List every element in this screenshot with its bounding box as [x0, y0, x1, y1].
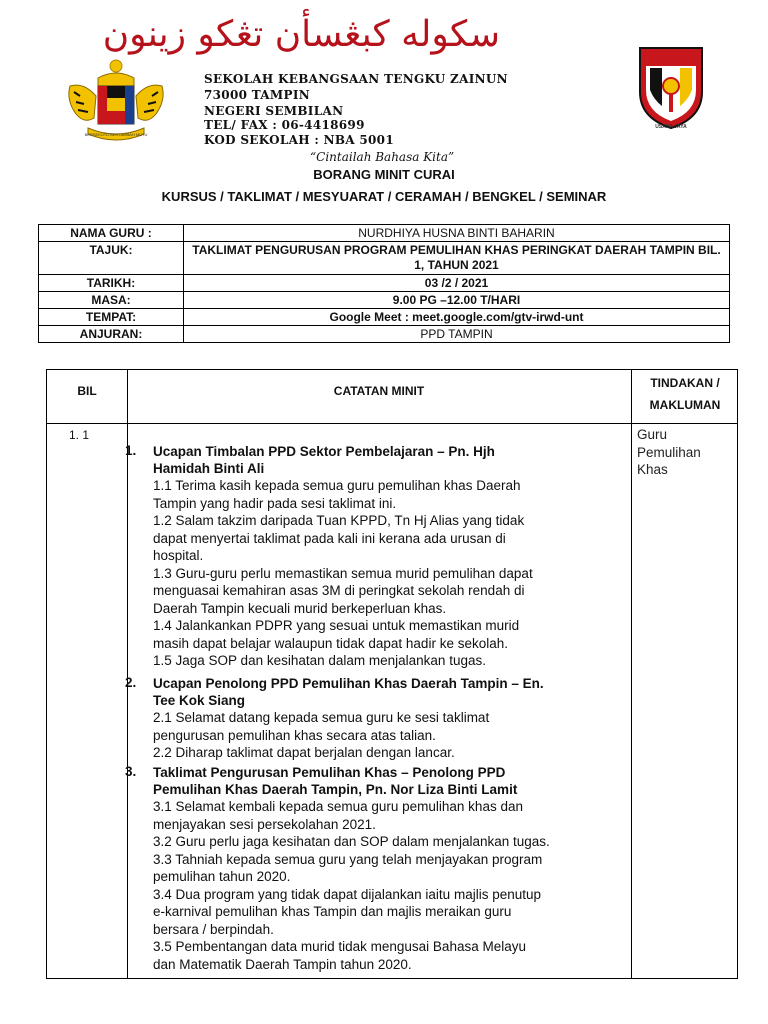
tindakan-line: Khas: [637, 462, 668, 477]
item-line: masih dapat belajar walaupun tidak dapat hadir ke sekolah.: [153, 635, 508, 651]
item-line: e-karnival pemulihan khas Tampin dan majlis meraikan guru: [153, 904, 512, 919]
meeting-title: TAKLIMAT PENGURUSAN PROGRAM PEMULIHAN KHAS PERINGKAT DAERAH TAMPIN BIL. 1, TAHUN 2021: [184, 242, 730, 275]
school-motto: “Cintailah Bahasa Kita”: [310, 150, 455, 164]
item-title: Taklimat Pengurusan Pemulihan Khas – Penolong PPD: [153, 765, 506, 780]
info-label: NAMA GURU :: [39, 225, 184, 242]
item-line: 3.4 Dua program yang tidak dapat dijalankan iaitu majlis penutup: [153, 886, 541, 902]
item-number: 1.: [125, 443, 137, 458]
item-line: 1.4 Jalankankan PDPR yang sesuai untuk memastikan murid: [153, 618, 520, 633]
info-row-anjuran: [39, 326, 730, 343]
minute-item-1: [125, 443, 623, 670]
info-table: [38, 224, 730, 343]
minute-item-3: [125, 764, 623, 973]
info-label: TEMPAT:: [39, 309, 184, 326]
info-label: TAJUK:: [39, 242, 184, 275]
tindakan-line: Guru: [637, 427, 668, 442]
column-divider: [127, 370, 128, 978]
header-catatan-minit: CATATAN MINIT: [333, 384, 425, 398]
info-row-tempat: [39, 309, 730, 326]
item-line: 2.1 Selamat datang kepada semua guru ke sesi taklimat: [153, 710, 490, 725]
column-divider: [631, 370, 632, 978]
form-types: KURSUS / TAKLIMAT / MESYUARAT / CERAMAH / BENGKEL / SEMINAR: [161, 189, 607, 204]
meeting-date: 03 /2 / 2021: [184, 275, 730, 292]
minutes-table: [46, 369, 738, 979]
bil-value: 1. 1: [69, 428, 90, 442]
teacher-name: NURDHIYA HUSNA BINTI BAHARIN: [184, 225, 730, 242]
info-row-masa: [39, 292, 730, 309]
meeting-time: 9.00 PG –12.00 T/HARI: [184, 292, 730, 309]
phone-fax: TEL/ FAX : 06-4418699: [204, 118, 365, 132]
item-line: 1.2 Salam takzim daripada Tuan KPPD, Tn Hj Alias yang tidak: [153, 513, 525, 528]
item-line: Daerah Tampin kecuali murid berkeperluan khas.: [153, 600, 447, 616]
info-label: MASA:: [39, 292, 184, 309]
item-title: Tee Kok Siang: [153, 693, 246, 708]
item-line: 1.5 Jaga SOP dan kesihatan dalam menjalankan tugas.: [153, 653, 486, 668]
info-label: ANJURAN:: [39, 326, 184, 343]
item-line: pemulihan tahun 2020.: [153, 869, 291, 884]
item-line: menjayakan sesi persekolahan 2021.: [153, 816, 376, 832]
header-tindakan: [631, 372, 739, 416]
item-line: menguasai kemahiran asas 3M di peringkat sekolah rendah di: [153, 583, 525, 598]
item-title: Pemulihan Khas Daerah Tampin, Pn. Nor Liza Binti Lamit: [153, 782, 518, 797]
crest-motto: USAHA JAYA: [655, 124, 687, 130]
item-line: 3.1 Selamat kembali kepada semua guru pemulihan khas dan: [153, 799, 523, 814]
meeting-venue: Google Meet : meet.google.com/gtv-irwd-unt: [184, 309, 730, 326]
info-row-tarikh: [39, 275, 730, 292]
header-bil: BIL: [77, 384, 97, 398]
school-name-jawi: سکوله کبڠسأن تڠکو زينون: [102, 14, 500, 55]
school-crest-logo: [636, 44, 706, 130]
item-line: hospital.: [153, 548, 204, 563]
address-postcode: 73000 TAMPIN: [204, 88, 310, 102]
item-title: Ucapan Timbalan PPD Sektor Pembelajaran – Pn. Hjh: [153, 444, 495, 459]
item-line: 1.3 Guru-guru perlu memastikan semua murid pemulihan dapat: [153, 565, 533, 581]
item-line: Tampin yang hadir pada sesi taklimat ini.: [153, 495, 397, 511]
item-line: pengurusan pemulihan khas secara atas talian.: [153, 727, 436, 743]
tindakan-value: [637, 426, 701, 479]
header-divider: [47, 423, 737, 424]
tindakan-line: Pemulihan: [637, 444, 701, 460]
item-number: 3.: [125, 764, 137, 779]
address-state: NEGERI SEMBILAN: [204, 104, 344, 118]
school-code: KOD SEKOLAH : NBA 5001: [204, 133, 394, 147]
item-title: Ucapan Penolong PPD Pemulihan Khas Daerah Tampin – En.: [153, 676, 544, 691]
item-line: 3.2 Guru perlu jaga kesihatan dan SOP dalam menjalankan tugas.: [153, 834, 550, 849]
form-title: BORANG MINIT CURAI: [313, 167, 455, 182]
minute-item-2: [125, 675, 623, 762]
item-line: bersara / berpindah.: [153, 921, 274, 937]
crest-banner: BERSEKUTU BERTAMBAH MUTU: [84, 132, 148, 137]
item-line: 3.5 Pembentangan data murid tidak mengusai Bahasa Melayu: [153, 939, 526, 954]
header-tindakan-line2: MAKLUMAN: [649, 398, 721, 412]
info-label: TARIKH:: [39, 275, 184, 292]
info-row-nama-guru: [39, 225, 730, 242]
item-title: Hamidah Binti Ali: [153, 461, 265, 476]
organizer: PPD TAMPIN: [184, 326, 730, 343]
school-name: SEKOLAH KEBANGSAAN TENGKU ZAINUN: [204, 72, 508, 86]
item-number: 2.: [125, 675, 137, 690]
item-line: 1.1 Terima kasih kepada semua guru pemulihan khas Daerah: [153, 478, 521, 493]
header-tindakan-line1: TINDAKAN /: [650, 376, 720, 390]
info-row-tajuk: [39, 242, 730, 275]
item-line: dan Matematik Daerah Tampin tahun 2020.: [153, 956, 412, 972]
item-line: 3.3 Tahniah kepada semua guru yang telah menjayakan program: [153, 851, 543, 867]
item-line: 2.2 Diharap taklimat dapat berjalan dengan lancar.: [153, 745, 455, 760]
item-line: dapat menyertai taklimat pada kali ini kerana ada urusan di: [153, 530, 506, 546]
